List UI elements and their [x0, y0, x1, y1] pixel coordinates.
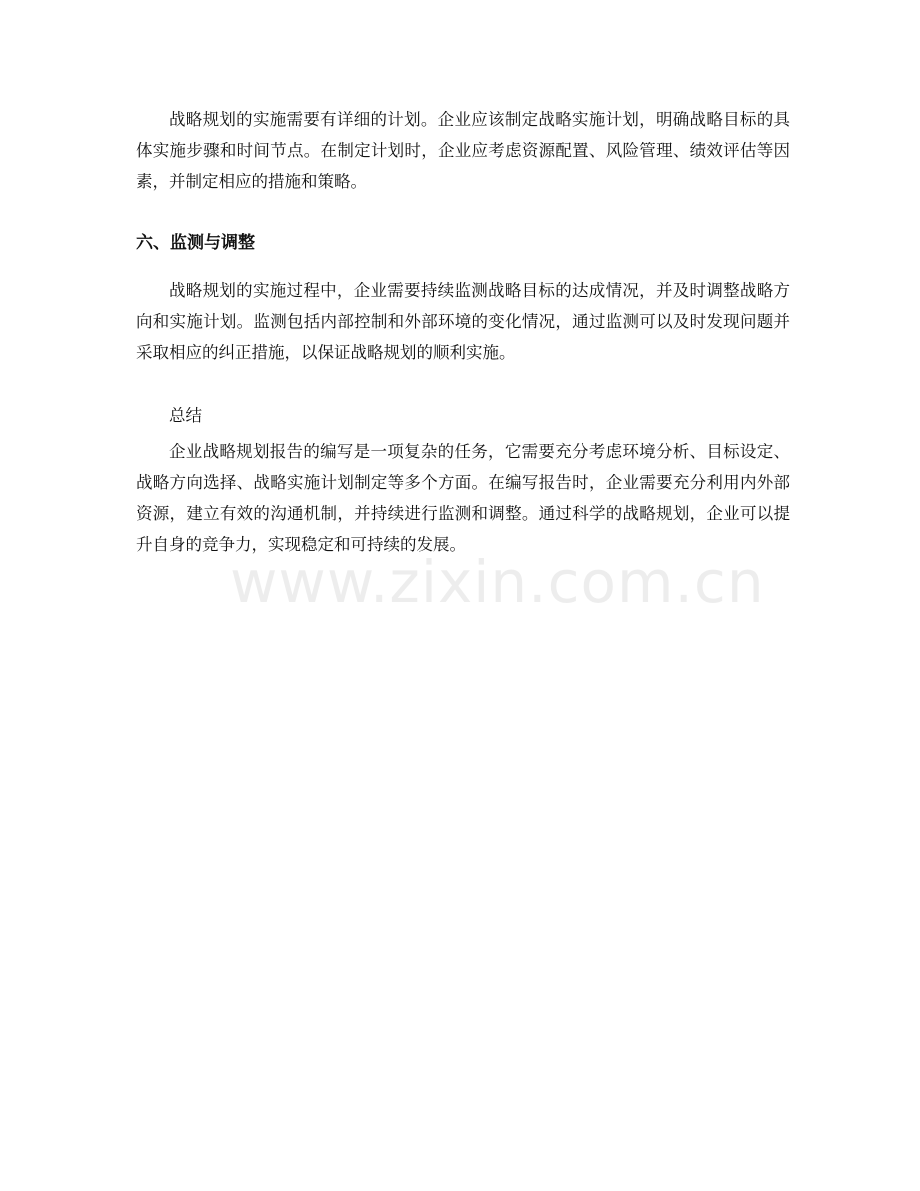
paragraph-implementation-plan: 战略规划的实施需要有详细的计划。企业应该制定战略实施计划，明确战略目标的具体实施步骤和时间节点。在制定计划时，企业应考虑资源配置、风险管理、绩效评估等因素，并制定相应的措施和策略。 [136, 110, 790, 191]
summary-label: 总结 [169, 406, 202, 425]
paragraph-monitoring: 战略规划的实施过程中，企业需要持续监测战略目标的达成情况，并及时调整战略方向和实施计划。监测包括内部控制和外部环境的变化情况，通过监测可以及时发现问题并采取相应的纠正措施，以保证战略规划的顺利实施。 [136, 281, 790, 362]
section-heading-monitoring: 六、监测与调整 [136, 233, 255, 253]
paragraph-summary: 企业战略规划报告的编写是一项复杂的任务，它需要充分考虑环境分析、目标设定、战略方向选择、战略实施计划制定等多个方面。在编写报告时，企业需要充分利用内外部资源，建立有效的沟通机制，并持续进行监测和调整。通过科学的战略规划，企业可以提升自身的竞争力，实现稳定和可持续的发展。 [136, 442, 790, 554]
watermark-text: www.zixin.com.cn [230, 548, 765, 616]
